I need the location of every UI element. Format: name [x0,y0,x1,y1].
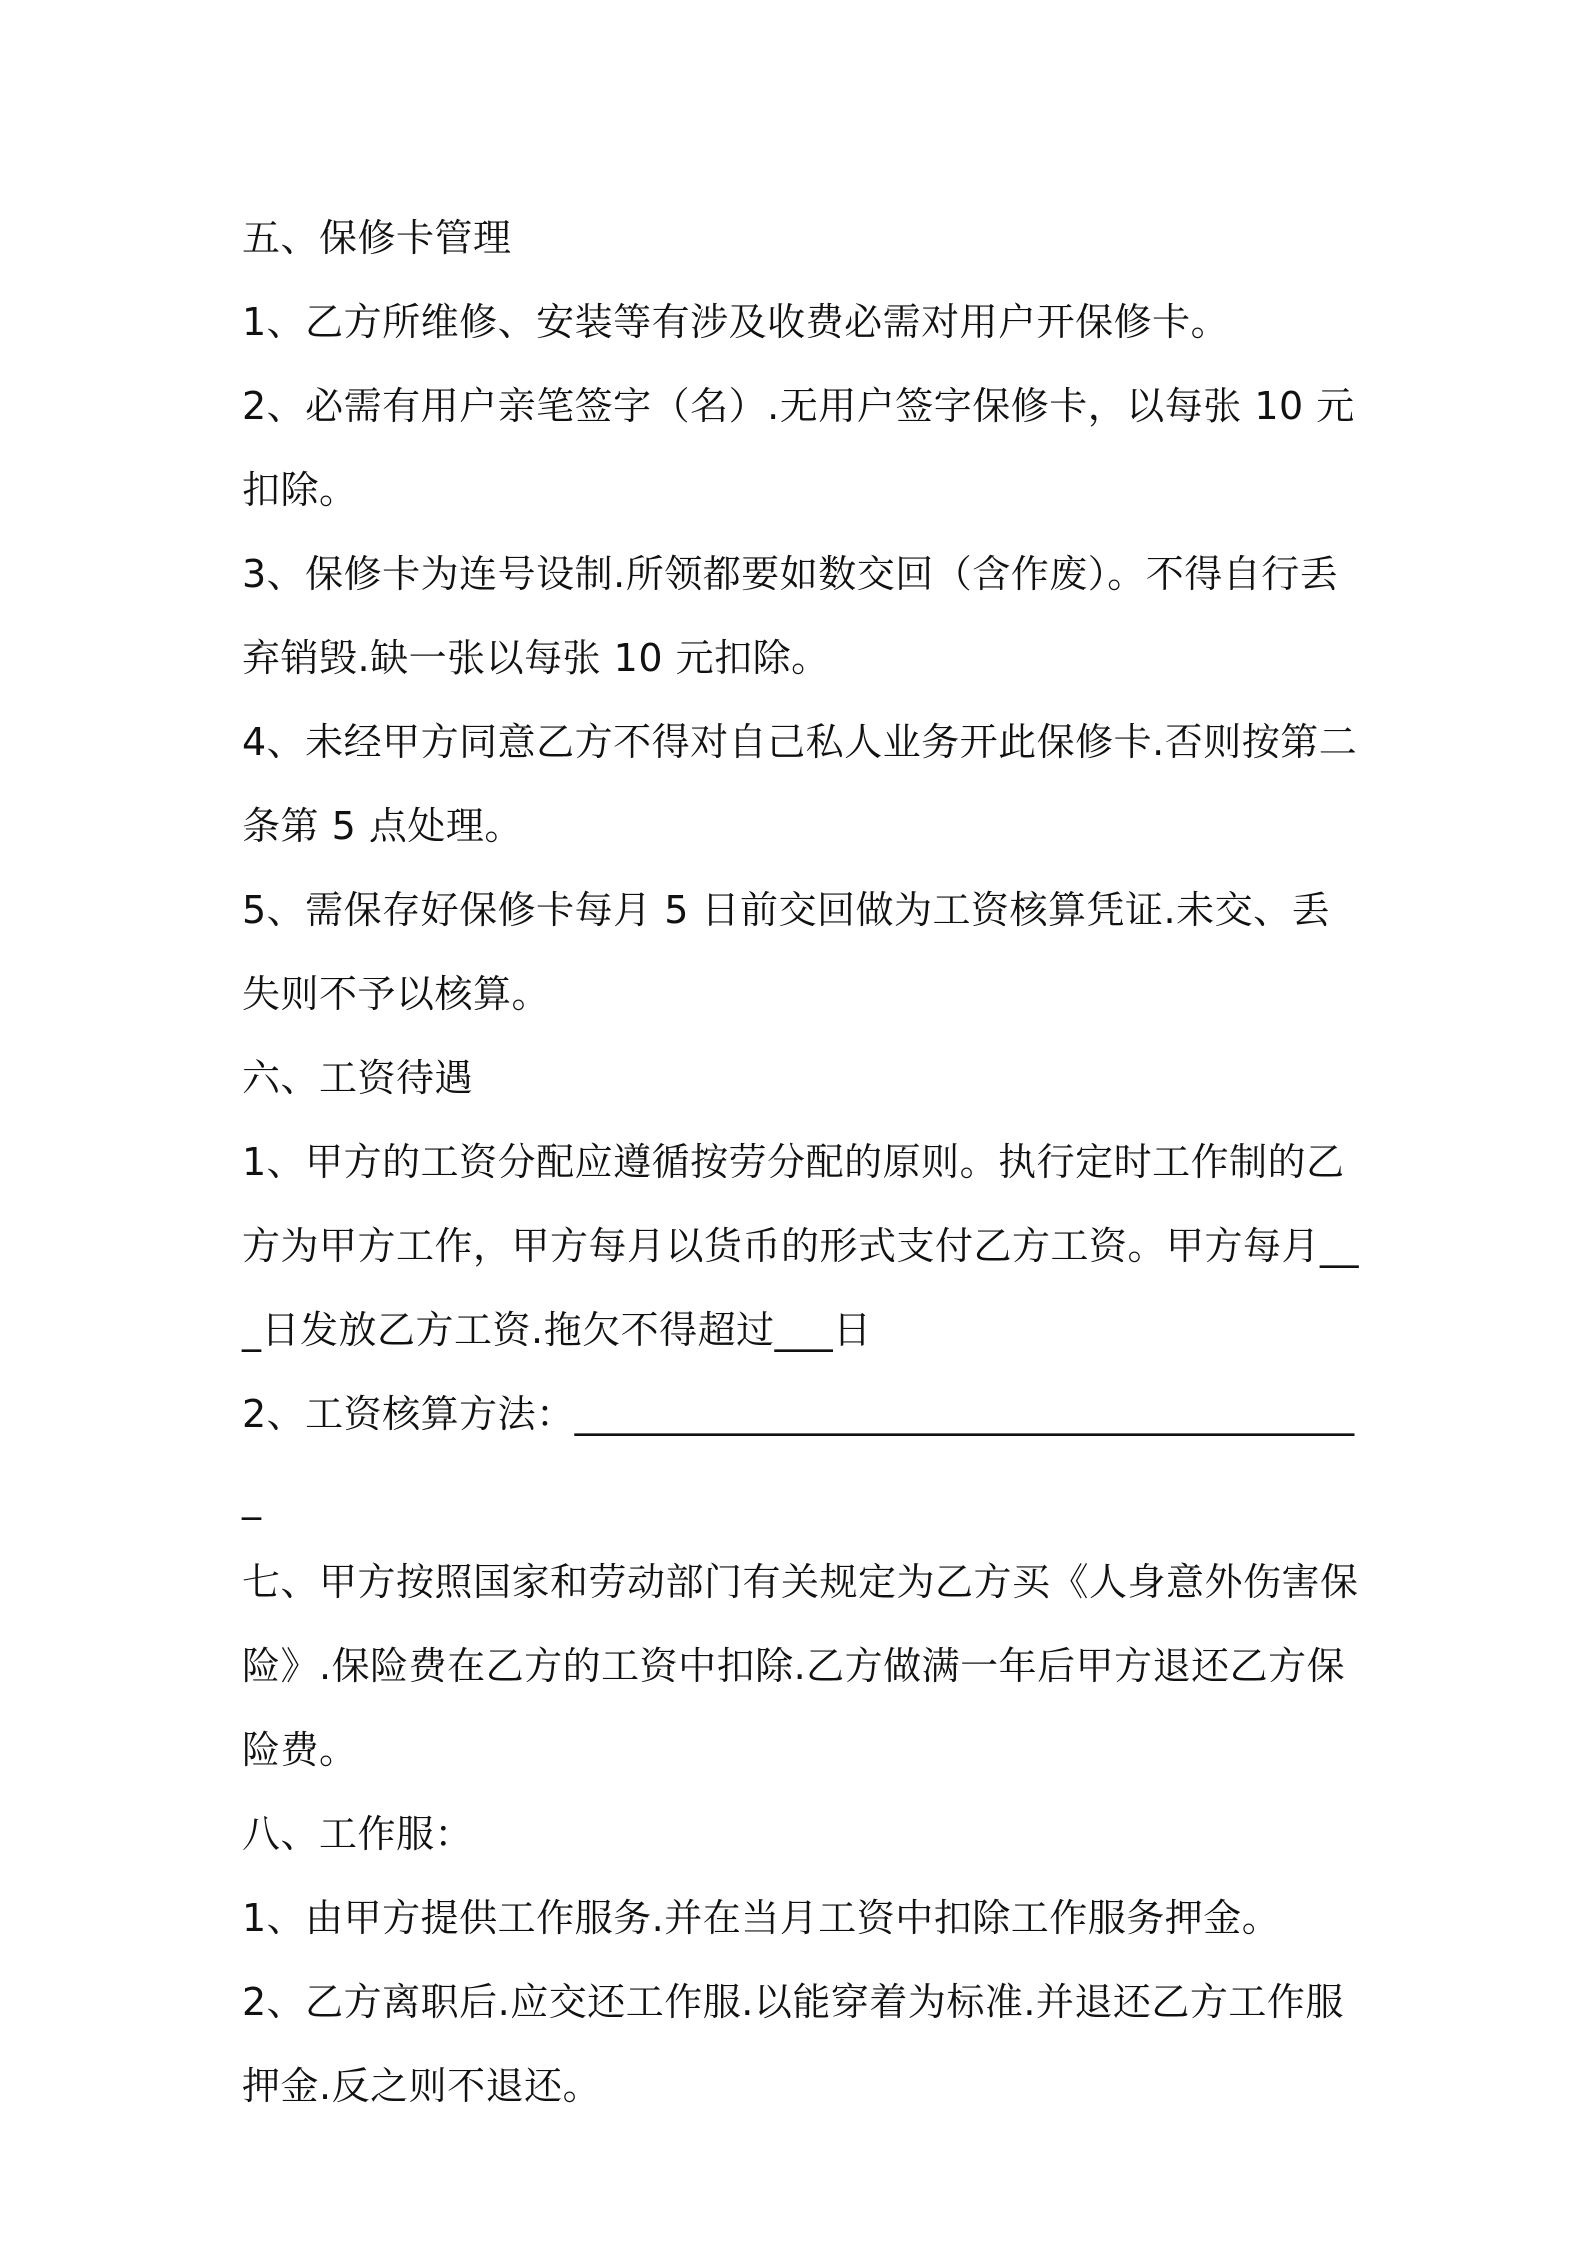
section-insurance: 七、甲方按照国家和劳动部门有关规定为乙方买《人身意外伤害保险》.保险费在乙方的工资中扣除.乙方做满一年后甲方退还乙方保险费。 [242,1560,1359,1772]
paragraph-uniform-1: 1、由甲方提供工作服务.并在当月工资中扣除工作服务押金。 [242,1896,1281,1940]
paragraph-warranty-1: 1、乙方所维修、安装等有涉及收费必需对用户开保修卡。 [242,300,1230,344]
paragraph-warranty-3: 3、保修卡为连号设制.所领都要如数交回（含作废）。不得自行丢弃销毁.缺一张以每张 10 元扣除。 [242,552,1339,680]
document-body [242,196,1362,2128]
paragraph-warranty-5: 5、需保存好保修卡每月 5 日前交回做为工资核算凭证.未交、丢失则不予以核算。 [242,888,1331,1016]
paragraph-warranty-2: 2、必需有用户亲笔签字（名）.无用户签字保修卡，以每张 10 元扣除。 [242,384,1355,512]
section-heading-uniform: 八、工作服： [242,1812,474,1856]
section-heading-warranty-card: 五、保修卡管理 [242,216,512,260]
section-heading-salary: 六、工资待遇 [242,1056,474,1100]
paragraph-salary-1: 1、甲方的工资分配应遵循按劳分配的原则。执行定时工作制的乙方为甲方工作，甲方每月以货币的形式支付乙方工资。甲方每月___日发放乙方工资.拖欠不得超过___日 [242,1140,1360,1352]
paragraph-salary-2: 2、工资核算方法：_________________________________________ [242,1392,1355,1520]
paragraph-uniform-2: 2、乙方离职后.应交还工作服.以能穿着为标准.并退还乙方工作服押金.反之则不退还。 [242,1980,1344,2108]
paragraph-warranty-4: 4、未经甲方同意乙方不得对自己私人业务开此保修卡.否则按第二条第 5 点处理。 [242,720,1358,848]
